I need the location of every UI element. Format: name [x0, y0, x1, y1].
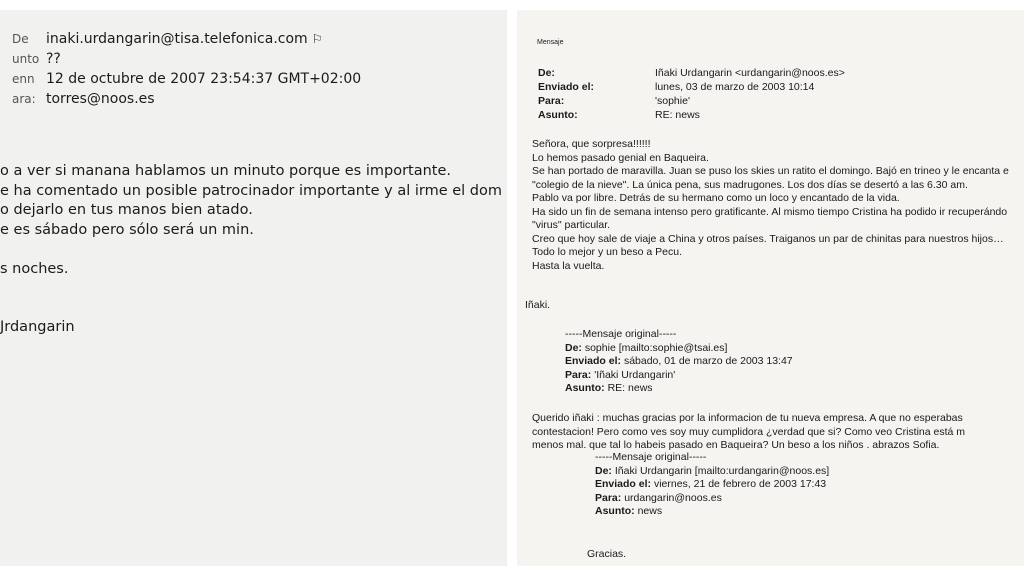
orig2-header-label: Enviado el: [595, 478, 652, 490]
document-title: Mensaje [537, 39, 564, 46]
right-header-row [538, 66, 1018, 80]
original-message-1 [565, 328, 793, 396]
right-header-label: Asunto: [538, 109, 578, 121]
orig1-body-line: contestacion! Pero como ves soy muy cumplidora ¿verdad que si? Como veo Cristina está m [532, 425, 966, 438]
right-body-line: "colegio de la nieve". La única pena, sus madrugones. Los dos días se desertó a las 6.30 am. [532, 178, 968, 191]
right-email-printout [517, 10, 1024, 566]
right-header-row [538, 94, 1018, 108]
right-body-line: "virus" particular. [532, 219, 611, 231]
right-header [538, 66, 1018, 122]
original-message-separator: -----Mensaje original----- [595, 451, 707, 463]
right-header-row [538, 108, 1018, 122]
left-email-printout [0, 10, 507, 566]
left-body-line: o dejarlo en tus manos bien atado. [0, 202, 253, 218]
orig1-header-value: RE: news [607, 382, 653, 394]
right-header-value: 'sophie' [655, 95, 690, 107]
left-header-value: ?? [46, 51, 61, 67]
orig1-header-label: Enviado el: [565, 355, 622, 367]
right-body-line: Hasta la vuelta. [532, 259, 605, 272]
left-header-value: torres@noos.es [46, 91, 155, 107]
right-body-line: Se han portado de maravilla. Juan se puso los skies un ratito el domingo. Bajó en trineo y le encanta e [532, 165, 1009, 177]
left-body-line: e ha comentado un posible patrocinador importante y al irme el dom [0, 182, 502, 199]
left-body-line [0, 240, 507, 260]
left-header-label: unto [12, 52, 40, 66]
right-signature: Iñaki. [525, 299, 551, 311]
left-header-label: ara: [12, 92, 36, 106]
right-body-line: Pablo va por libre. Detrás de su hermano como un loco y encantado de la vida. [532, 192, 900, 204]
original-message-2-body: Gracias. [587, 548, 627, 560]
original-message-separator: -----Mensaje original----- [565, 328, 677, 340]
orig1-header-value: sábado, 01 de marzo de 2003 13:47 [623, 355, 793, 367]
right-body-line: Todo lo mejor y un beso a Pecu. [532, 246, 683, 258]
orig2-header-row [595, 465, 829, 479]
right-body-line: Señora, que sorpresa!!!!!! [532, 138, 651, 150]
right-header-label: De: [538, 67, 555, 79]
orig1-header-value: sophie [mailto:sophie@tsai.es] [584, 341, 728, 354]
orig2-header-label: Para: [595, 491, 622, 504]
right-header-row [538, 80, 1018, 94]
orig1-header-value: 'Iñaki Urdangarin' [594, 368, 676, 381]
left-body-line [0, 299, 507, 319]
left-body-line [0, 279, 507, 299]
orig2-header-value: urdangarin@noos.es [624, 491, 722, 504]
orig1-body-line: menos mal. que tal lo habeis pasado en Baqueira? Un beso a los niños . abrazos Sofia. [532, 439, 940, 451]
original-message-1-body [532, 412, 965, 453]
orig2-header-value: Iñaki Urdangarin [mailto:urdangarin@noos.es] [614, 464, 830, 477]
right-header-value: Iñaki Urdangarin <urdangarin@noos.es> [655, 67, 845, 79]
right-header-value: RE: news [655, 109, 700, 121]
left-body-line: s noches. [0, 260, 69, 277]
right-header-label: Para: [538, 95, 565, 107]
orig1-header-row [565, 369, 793, 383]
orig1-header-row [565, 382, 793, 396]
orig1-header-label: Para: [565, 368, 592, 381]
orig1-body-line: Querido iñaki : muchas gracias por la informacion de tu nueva empresa. A que no esperabas [532, 412, 963, 424]
left-header-value: 12 de octubre de 2007 23:54:37 GMT+02:00 [46, 71, 362, 87]
orig2-header-label: Asunto: [595, 505, 635, 517]
orig2-header-row [595, 505, 829, 519]
orig2-header-value: news [637, 505, 663, 517]
left-email-body [0, 162, 507, 338]
left-header-label: enn [12, 72, 35, 86]
right-body-line: Ha sido un fin de semana intenso pero gratificante. Al mismo tiempo Cristina ha podido ir recuperándo [532, 205, 1008, 218]
orig1-header-row [565, 355, 793, 369]
left-header-value [46, 30, 322, 48]
left-body-line: o a ver si manana hablamos un minuto porque es importante. [0, 163, 452, 179]
right-header-value: lunes, 03 de marzo de 2003 10:14 [655, 81, 815, 93]
original-message-2 [595, 451, 829, 519]
orig1-header-label: Asunto: [565, 382, 605, 394]
left-signature: Jrdangarin [0, 319, 75, 335]
left-header-label: De [12, 32, 29, 46]
orig1-header-row [565, 342, 793, 356]
orig2-header-row [595, 478, 829, 492]
orig2-header-value: viernes, 21 de febrero de 2003 17:43 [653, 478, 827, 490]
left-from-address: inaki.urdangarin@tisa.telefonica.com [46, 31, 308, 47]
orig2-header-label: De: [595, 464, 612, 477]
right-header-label: Enviado el: [538, 81, 595, 93]
flag-icon: ⚐ [311, 32, 323, 46]
orig1-header-label: De: [565, 341, 582, 354]
right-email-body [532, 138, 1009, 273]
right-body-line: Lo hemos pasado genial en Baqueira. [532, 151, 709, 164]
left-body-line: e es sábado pero sólo será un min. [0, 221, 254, 238]
right-body-line: Creo que hoy sale de viaje a China y otros países. Traiganos un par de chinitas para nuestros hijos… [532, 232, 1004, 245]
orig2-header-row [595, 492, 829, 506]
